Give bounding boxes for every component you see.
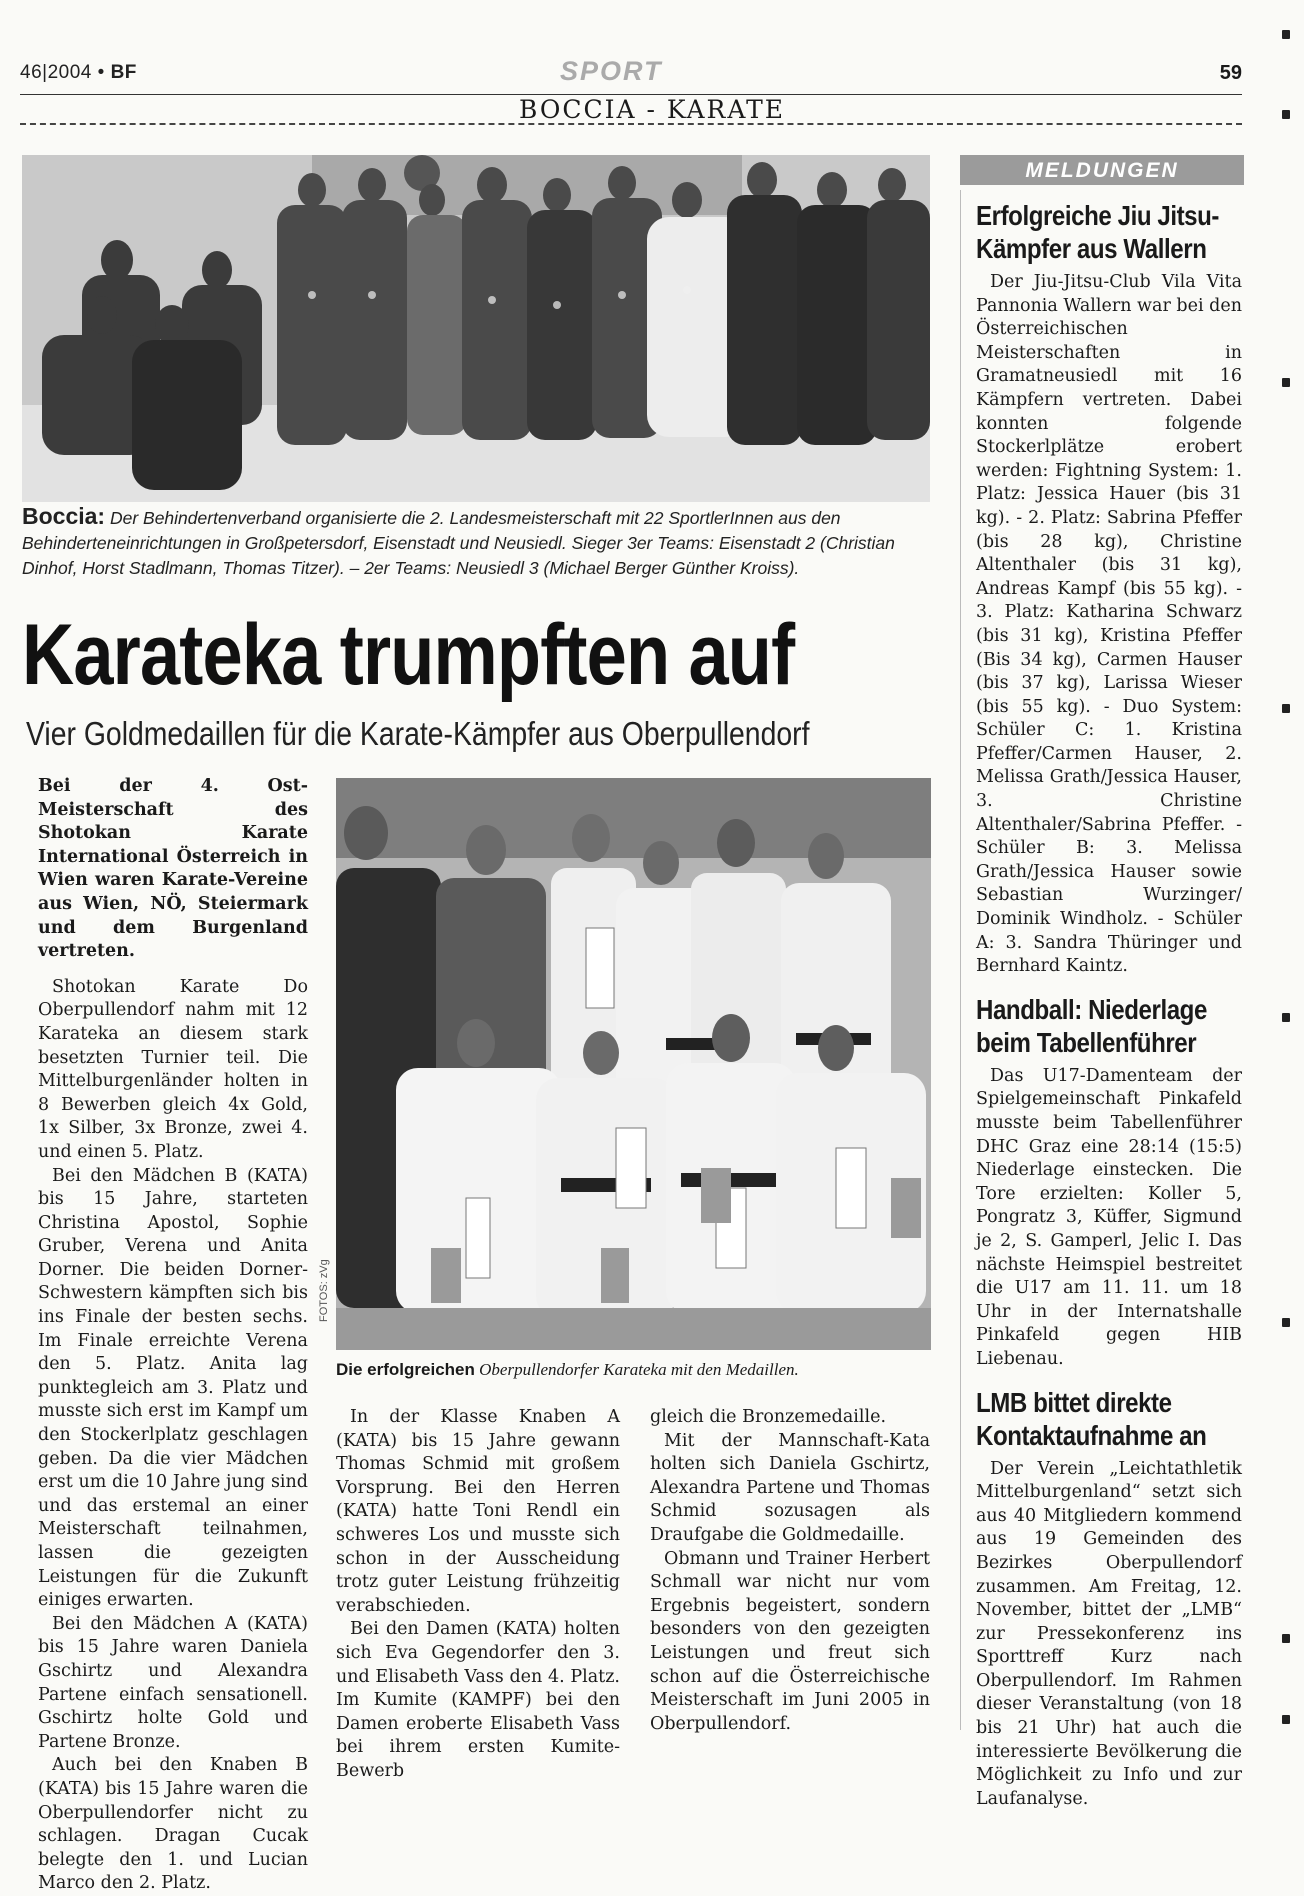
scan-edge-mark [1282, 1715, 1290, 1724]
article-paragraph: Bei den Mädchen B (KATA) bis 15 Jahre, starteten Christina Apostol, Sophie Gruber, Verena und Anita Dorner. Die beiden Dorner-Schwestern kämpften sich bis ins Finale der besten sechs. Im Finale erreichte Verena den 5. Platz. Anita lag punktegleich am 3. Platz und musste sich erst im Kampf um den Stockerlplatz geschlagen geben. Da die vier Mädchen erst um die 10 Jahre jung sind und das erstemal an einer Meisterschaft teilnahmen, lassen die gezeigten Leistungen für die Zukunft einiges erwarten. [38, 1165, 308, 1611]
article-paragraph: In der Klasse Knaben A (KATA) bis 15 Jahre gewann Thomas Schmid mit großem Vorsprung. Bei den Herren (KATA) hatte Toni Rendl ein schweres Los und musste sich schon in der Ausscheidung trotz guter Leistung frühzeitig verabschieden. [336, 1407, 620, 1616]
karate-photo-illustration [336, 778, 931, 1350]
sidebar-paragraph: Der Verein „Leichtathletik Mittelburgenland“ setzt sich aus 40 Mitgliedern kommend aus 19 Gemeinden des Bezirkes Oberpullendorf zusammen. Am Freitag, 12. November, bittet der „LMB“ zur Pressekonferenz ins Sporttreff Kurz nach Oberpullendorf. Im Rahmen dieser Veranstaltung (von 18 bis 21 Uhr) hat auch die interessierte Bevölkerung die Möglichkeit zu Info und zur Laufanalyse. [976, 1458, 1242, 1809]
scan-edge-mark [1282, 1318, 1290, 1327]
publication-name: BF [110, 62, 137, 83]
article-column-2 [336, 1406, 620, 1784]
news-sidebar [960, 155, 1244, 1811]
article-subhead: Vier Goldmedaillen für die Karate-Kämpfer aus Oberpullendorf [26, 715, 810, 752]
page-number: 59 [1219, 62, 1242, 84]
article-paragraph: Mit der Mannschaft-Kata holten sich Daniela Gschirtz, Alexandra Partene und Thomas Schmid sozusagen als Draufgabe die Goldmedaille. [650, 1430, 930, 1545]
article-paragraph: Bei den Mädchen A (KATA) bis 15 Jahre waren Daniela Gschirtz und Alexandra Partene einfach sensationell. Gschirtz holte Gold und Partene Bronze. [38, 1613, 308, 1752]
sidebar-text-jiujitsu [976, 271, 1242, 979]
scan-edge-mark [1282, 110, 1290, 119]
issue-number: 46|2004 [20, 62, 92, 83]
sidebar-text-handball [976, 1065, 1242, 1372]
photo-credit: FOTOS: zVg [318, 1259, 330, 1322]
sidebar-paragraph: Das U17-Damenteam der Spielgemeinschaft Pinkafeld musste beim Tabellenführer DHC Graz eine 28:14 (15:5) Niederlage einstecken. Die Tore erzielten: Koller 5, Pongratz 3, Küffer, Sigmund je 2, S. Gamperl, Jelic I. Das nächste Heimspiel bestreitet die U17 am 11. 11. um 18 Uhr in der Internatshalle Pinkafeld gegen HIB Liebenau. [976, 1065, 1242, 1369]
article-column-1 [38, 775, 308, 1896]
caption-rest: Oberpullendorfer Karateka mit den Medaillen. [479, 1360, 799, 1379]
article-paragraph: Auch bei den Knaben B (KATA) bis 15 Jahre waren die Oberpullendorfer nicht zu schlagen. Dragan Cucak belegte den 1. und Lucian Marco den 2. Platz. [38, 1755, 308, 1894]
header-dashed-rule [20, 123, 1242, 125]
issue-info [20, 62, 137, 84]
sidebar-label: MELDUNGEN [960, 155, 1244, 185]
article-lead: Bei der 4. Ost-Meisterschaft des Shotokan Karate International Österreich in Wien waren Karate-Vereine aus Wien, NÖ, Steiermark und dem Burgenland vertreten. [38, 776, 308, 962]
article-column-3 [650, 1406, 930, 1736]
caption-bold: Die erfolgreichen [336, 1360, 475, 1379]
article-paragraph: Shotokan Karate Do Oberpullendorf nahm mit 12 Karateka an diesem stark besetzten Turnier teil. Die Mittelburgenländer holten in 8 Bewerben gleich 4x Gold, 1x Silber, 3x Bronze, zwei 4. und einen 5. Platz. [38, 976, 308, 1162]
boccia-group-photo [22, 155, 930, 502]
boccia-photo-illustration [22, 155, 930, 502]
sidebar-paragraph: Der Jiu-Jitsu-Club Vila Vita Pannonia Wallern war bei den Österreichischen Meisterschaften in Gramatneusiedl mit 16 Kämpfern vertreten. Dabei konnten folgende Stockerlplätze erobert werden: Fightning System: 1. Platz: Jessica Hauer (bis 31 kg). - 2. Platz: Sabrina Pfeffer (bis 28 kg), Christine Altenthaler (bis 31 kg), Andreas Kampf (bis 55 kg). - 3. Platz: Katharina Schwarz (bis 31 kg), Kristina Pfeffer (Bis 34 kg), Carmen Hauser (bis 37 kg), Larissa Wieser (bis 55 kg). - Duo System: Schüler C: 1. Kristina Pfeffer/Carmen Hauser, 2. Melissa Grath/Jessica Hauser, 3. Christine Altenthaler/Sabrina Pfeffer. - Schüler B: 3. Melissa Grath/Jessica Hauser sowie Sebastian Wurzinger/ Dominik Windholz. - Schüler A: 3. Sandra Thüringer und Bernhard Kaintz. [976, 272, 1242, 977]
scan-edge-mark [1282, 30, 1290, 39]
category-label: SPORT [560, 56, 663, 86]
section-title: BOCCIA - KARATE [518, 95, 785, 124]
article-paragraph: Bei den Damen (KATA) holten sich Eva Gegendorfer den 3. und Elisabeth Vass den 4. Platz. Im Kumite (KAMPF) bei den Damen eroberte Elisabeth Vass bei ihrem ersten Kumite-Bewerb [336, 1619, 620, 1781]
bullet: • [97, 62, 105, 83]
karate-team-photo [336, 778, 931, 1350]
boccia-photo-caption [22, 504, 930, 581]
sidebar-headline-jiujitsu: Erfolgreiche Jiu Jitsu-Kämpfer aus Wallern [976, 200, 1220, 264]
scan-edge-mark [1282, 1013, 1290, 1022]
sidebar-headline-lmb: LMB bittet direkte Kontaktaufnahme an [976, 1386, 1207, 1451]
caption-text: Der Behindertenverband organisierte die 2. Landesmeisterschaft mit 22 SportlerInnen aus den Behinderteneinrichtungen in Großpetersdorf, Eisenstadt und Neusiedl. Sieger 3er Teams: Eisenstadt 2 (Christian Dinhof, Horst Stadlmann, Thomas Titzer). – 2er Teams: Neusiedl 3 (Michael Berger Günther Kroiss). [22, 508, 895, 578]
scan-edge-mark [1282, 704, 1290, 713]
caption-lead: Boccia: [22, 503, 106, 529]
article-paragraph: Obmann und Trainer Herbert Schmall war nicht nur vom Ergebnis begeistert, sondern besonders von den gezeigten Leistungen und freut sich schon auf die Österreichische Meisterschaft im Juni 2005 in Oberpullendorf. [650, 1548, 930, 1734]
article-paragraph: gleich die Bronzemedaille. [650, 1407, 887, 1427]
article-headline: Karateka trumpften auf [22, 607, 795, 703]
sidebar-headline-handball: Handball: Niederlage beim Tabellenführer [976, 993, 1207, 1058]
sidebar-text-lmb [976, 1458, 1242, 1812]
scan-edge-mark [1282, 1634, 1290, 1643]
scan-edge-mark [1282, 378, 1290, 387]
karate-photo-caption [336, 1360, 799, 1380]
